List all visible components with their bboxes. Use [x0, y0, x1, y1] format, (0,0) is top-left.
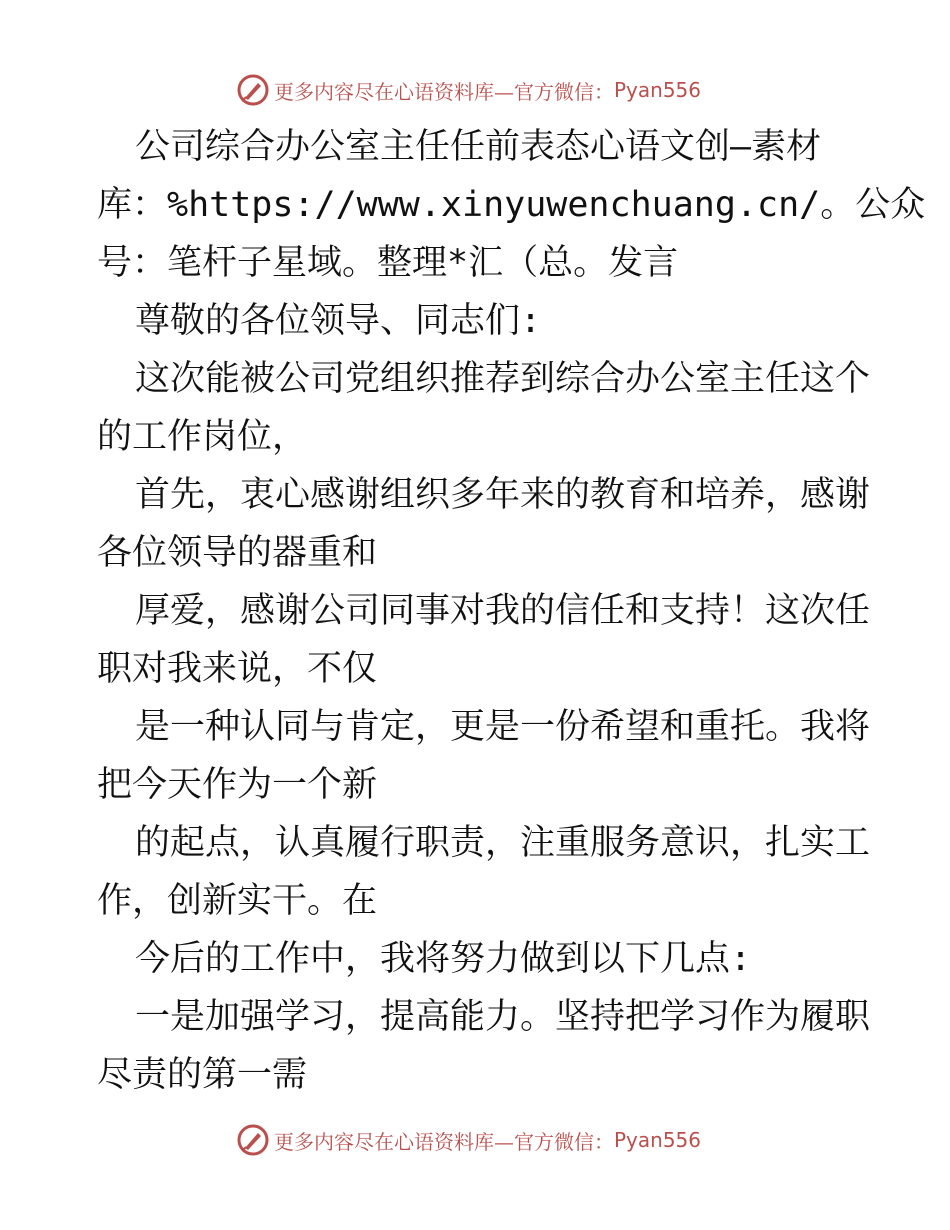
banner-wechat-id: Pyan556	[614, 78, 702, 102]
text-line: 把今天作为一个新	[97, 765, 378, 805]
text-line: 各位领导的器重和	[97, 533, 378, 573]
text-line: 的起点，认真履行职责，注重服务意识，扎实工	[135, 823, 871, 863]
salutation-line: 尊敬的各位领导、同志们:	[135, 301, 542, 341]
text-line: 今后的工作中，我将努力做到以下几点:	[135, 939, 752, 979]
text-line: 号：笔杆子星域。整理*汇（总。发言	[97, 243, 679, 283]
text-line: 这次能被公司党组织推荐到综合办公室主任这个	[135, 359, 871, 399]
footer-watermark-banner	[236, 1122, 701, 1158]
text-line: 厚爱，感谢公司同事对我的信任和支持！这次任	[135, 591, 871, 631]
quill-logo-icon	[236, 1123, 270, 1157]
text-line: 公司综合办公室主任任前表态心语文创—素材	[135, 127, 822, 167]
text-line: 是一种认同与肯定，更是一份希望和重托。我将	[135, 707, 871, 747]
text-line: 一是加强学习，提高能力。坚持把学习作为履职	[135, 997, 871, 1037]
text-line: 的工作岗位，	[97, 417, 308, 457]
quill-logo-icon	[236, 73, 270, 107]
banner-wechat-id: Pyan556	[614, 1128, 702, 1152]
text-line: 作，创新实干。在	[97, 881, 378, 921]
document-body	[97, 118, 926, 1104]
text-line: 尽责的第一需	[97, 1055, 308, 1095]
banner-text: 更多内容尽在心语资料库—官方微信：	[274, 79, 614, 104]
banner-text: 更多内容尽在心语资料库—官方微信：	[274, 1129, 614, 1154]
text-line: 首先，衷心感谢组织多年来的教育和培养，感谢	[135, 475, 871, 515]
text-line: 库：%https://www.xinyuwenchuang.cn/。公众	[97, 185, 926, 225]
header-watermark-banner	[236, 72, 701, 108]
text-line: 职对我来说，不仅	[97, 649, 378, 689]
